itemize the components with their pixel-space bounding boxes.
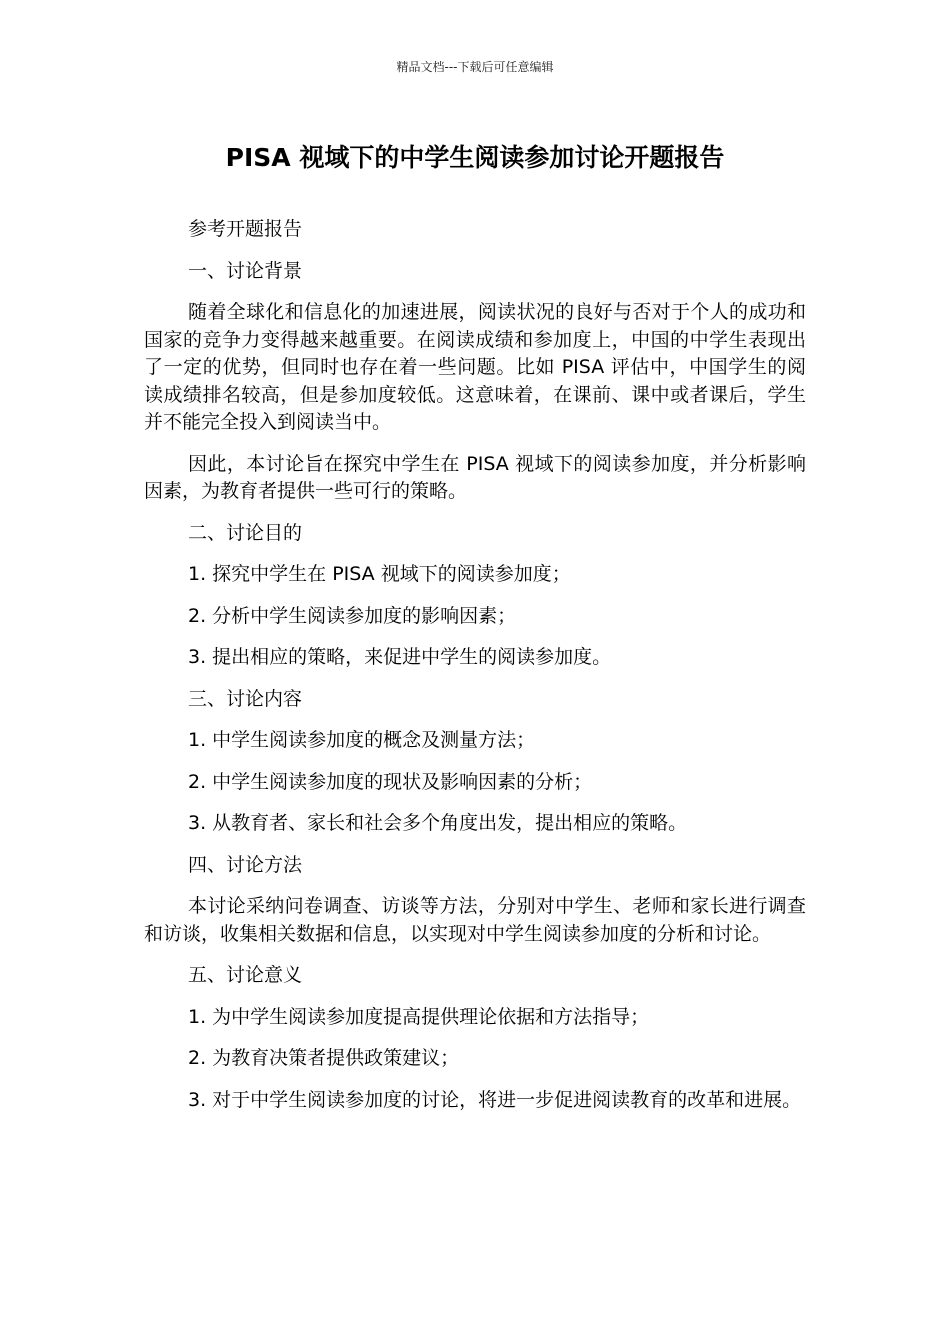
page-header: 精品文档---下载后可任意编辑 (396, 60, 554, 74)
list-item-significance-2: 2. 为教育决策者提供政策建议； (188, 1047, 460, 1069)
paragraph-background-1: 随着全球化和信息化的加速进展，阅读状况的良好与否对于个人的成功和国家的竞争力变得越来越重要。在阅读成绩和参加度上，中国的中学生表现出了一定的优势，但同时也存在着一些问题。比如 PISA 评估中，中国学生的阅读成绩排名较高，但是参加度较低。这意味着，在课前、课中或者课后，学生并不能完全投入到阅读当中。 (144, 301, 806, 433)
list-item-significance-1: 1. 为中学生阅读参加度提高提供理论依据和方法指导； (188, 1005, 650, 1028)
section-heading-background: 一、讨论背景 (188, 259, 303, 282)
paragraph-reference-label: 参考开题报告 (188, 218, 303, 240)
section-heading-content: 三、讨论内容 (188, 687, 303, 710)
document-body (144, 216, 806, 1128)
section-heading-significance: 五、讨论意义 (188, 964, 303, 986)
list-item-purpose-2: 2. 分析中学生阅读参加度的影响因素； (188, 604, 517, 627)
list-item-purpose-1: 1. 探究中学生在 PISA 视域下的阅读参加度； (188, 563, 571, 585)
list-item-content-3: 3. 从教育者、家长和社会多个角度出发，提出相应的策略。 (188, 812, 688, 834)
list-item-content-1: 1. 中学生阅读参加度的概念及测量方法； (188, 729, 536, 751)
section-heading-purpose: 二、讨论目的 (188, 521, 303, 544)
document-title: PISA 视域下的中学生阅读参加讨论开题报告 (225, 143, 725, 172)
paragraph-method: 本讨论采纳问卷调查、访谈等方法，分别对中学生、老师和家长进行调查和访谈，收集相关数据和信息，以实现对中学生阅读参加度的分析和讨论。 (144, 895, 806, 945)
list-item-content-2: 2. 中学生阅读参加度的现状及影响因素的分析； (188, 770, 593, 793)
section-heading-method: 四、讨论方法 (188, 853, 303, 876)
list-item-purpose-3: 3. 提出相应的策略，来促进中学生的阅读参加度。 (188, 646, 612, 668)
list-item-significance-3: 3. 对于中学生阅读参加度的讨论，将进一步促进阅读教育的改革和进展。 (188, 1088, 802, 1111)
paragraph-background-2: 因此，本讨论旨在探究中学生在 PISA 视域下的阅读参加度，并分析影响因素，为教育者提供一些可行的策略。 (144, 452, 806, 502)
